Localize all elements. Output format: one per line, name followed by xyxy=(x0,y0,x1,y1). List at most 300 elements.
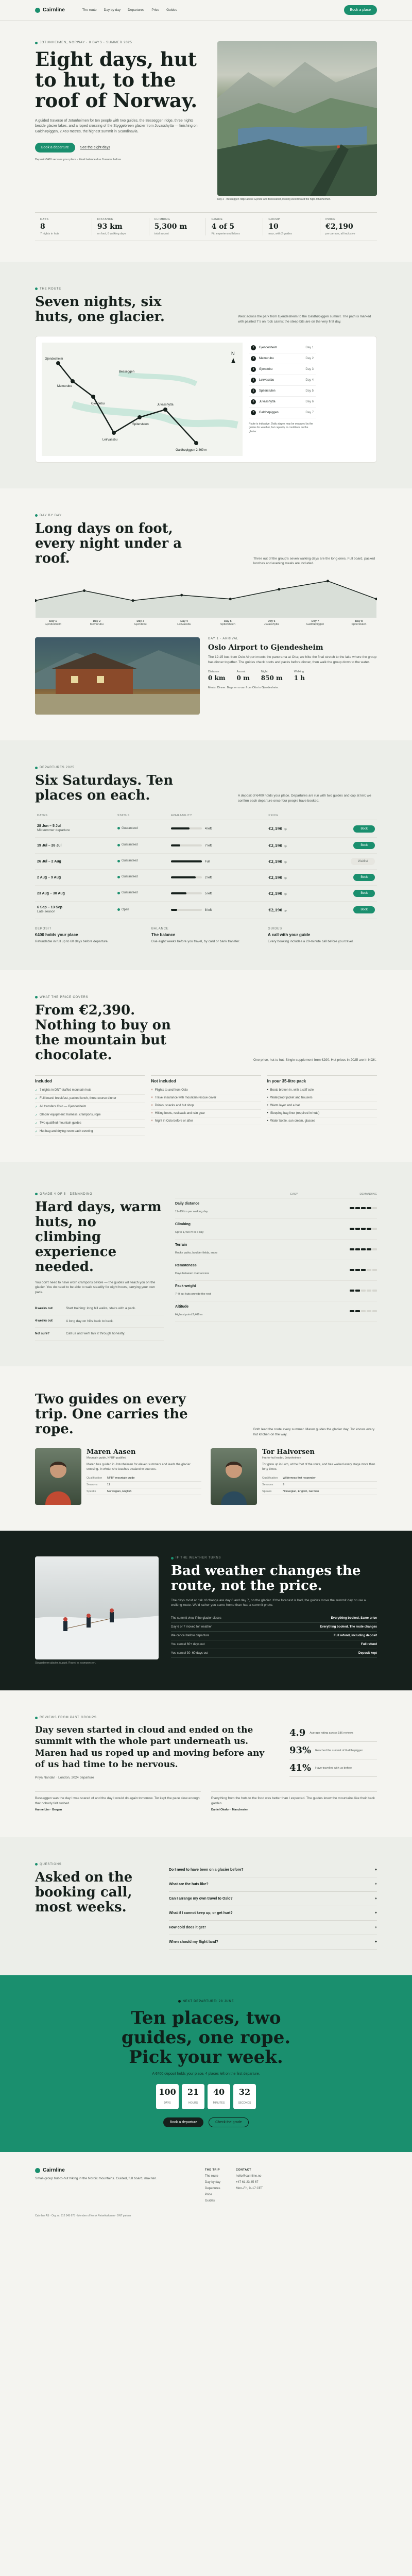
included-list: Included ✓ 7 nights in DNT-staffed mountain huts ✓ Full board: breakfast, packed lunch, three-course dinner ✓ All transfers Oslo — Gjendesheim ✓ Glacier equipment: harness, crampons, rope ✓ Two qualified mountain guides ✓ Hut bag and drying room each evening xyxy=(35,1075,145,1136)
list-item: × Hiking boots, rucksack and rain gear xyxy=(151,1110,261,1117)
grade-section xyxy=(0,1162,412,1366)
cross-icon: × xyxy=(151,1096,153,1099)
meter-segment xyxy=(367,1269,371,1271)
booking-terms: DEPOSIT €400 holds your place Refundable in full up to 60 days before departure. BALANCE The balance Due eight weeks before you travel, by card or bank transfer. GUIDES A call with your guide Every booking includes a 20-minute call before you travel. xyxy=(35,927,354,943)
cta-book-button[interactable]: Book a departure xyxy=(163,2117,203,2127)
places-left: 4 left xyxy=(204,827,212,831)
reviews-section xyxy=(0,1690,412,1837)
day-stat: Walking 1 h xyxy=(294,670,305,682)
elevation-point xyxy=(229,598,232,600)
list-item: ✓ All transfers Oslo — Gjendesheim xyxy=(35,1103,145,1111)
policy-row: You cancel 60+ days out Full refund xyxy=(171,1640,377,1649)
day-stat: Night 850 m xyxy=(261,670,283,682)
review-stat: 4.9 Average rating across 186 reviews xyxy=(289,1724,377,1742)
dates-title: Six Saturdays. Ten places on each. xyxy=(35,773,174,804)
countdown-minutes: 40 MINUTES xyxy=(208,2084,230,2109)
departure-dates: 26 Jul – 2 Aug xyxy=(37,859,61,863)
review-quote: Day seven started in cloud and ended on the summit with the whole part underneath us. Maren had us roped up and moving before any of us had time to be nervous. xyxy=(35,1725,265,1770)
plus-icon: + xyxy=(374,1868,377,1872)
list-item: • Sleeping-bag liner (required in huts) xyxy=(267,1110,377,1117)
list-item: × Night in Oslo before or after xyxy=(151,1117,261,1125)
table-row: 28 Jun – 5 Jul Midsummer departure Guaranteed 4 left €2,190 pp Book xyxy=(35,820,377,838)
meter-segment xyxy=(367,1228,371,1230)
places-left: 5 left xyxy=(204,892,212,895)
status-badge: Guaranteed xyxy=(117,843,138,846)
weather-section xyxy=(0,1531,412,1690)
departure-dates: 6 Sep – 13 Sep xyxy=(37,906,63,910)
departure-price: €2,190 xyxy=(268,843,283,848)
meter-segment xyxy=(355,1269,360,1271)
meter-segment xyxy=(372,1207,377,1209)
meter-segment xyxy=(361,1248,366,1250)
departure-price: €2,190 xyxy=(268,859,283,864)
route-title: Seven nights, six huts, one glacier. xyxy=(35,294,165,325)
cta-section xyxy=(0,1975,412,2152)
bullet-icon: • xyxy=(267,1096,268,1099)
hero-kicker: JOTUNHEIMEN, NORWAY · 8 DAYS · SUMMER 2025 xyxy=(35,41,202,44)
cairn-icon xyxy=(35,2168,40,2173)
guide-photo xyxy=(211,1448,257,1505)
policy-row: Day 6 or 7 moved for weather Everything booked. The route changes xyxy=(171,1623,377,1632)
col-status: STATUS xyxy=(115,811,169,820)
footer-link[interactable]: Day by day xyxy=(205,2181,221,2184)
map-label: Juvasshytta xyxy=(157,403,174,406)
list-item: ✓ 7 nights in DNT-staffed mountain huts xyxy=(35,1087,145,1095)
policy-row: We cancel before departure Full refund, including deposit xyxy=(171,1632,377,1640)
route-map[interactable] xyxy=(42,343,243,456)
status-badge: Guaranteed xyxy=(117,875,138,878)
elevation-tick: Day 5 Spiterstulen xyxy=(220,620,235,626)
days-section xyxy=(0,488,412,740)
difficulty-row: Pack weight 7–9 kg; huts provide the rest xyxy=(175,1281,377,1301)
hero-body: A guided traverse of Jotunheimen for ten people with two guides, the Besseggen ridge, three nights beside glacier lakes, and a roped crossing of the Styggebreen glacier from Juvasshytta — finishing on Galdhøpiggen, 2,469 metres, the highest summit in Scandinavia. xyxy=(35,118,198,133)
cta-grade-button[interactable]: Check the grade xyxy=(209,2117,248,2127)
list-item[interactable]: 4 Leirvassbu Day 4 xyxy=(249,375,316,386)
check-icon: ✓ xyxy=(35,1113,38,1117)
meter-segment xyxy=(355,1310,360,1312)
departure-dates: 28 Jun – 5 Jul xyxy=(37,824,61,828)
list-item[interactable]: 1 Gjendesheim Day 1 xyxy=(249,343,316,353)
hero-caption: Day 2 · Besseggen ridge above Gjende and Bessvatnet, looking west toward the high Jotunheimen. xyxy=(217,198,331,201)
map-label: Memurubu xyxy=(57,384,72,388)
meter-segment xyxy=(361,1269,366,1271)
day-stats xyxy=(208,670,377,682)
grade-title: Hard days, warm huts, no climbing experience needed. xyxy=(35,1199,162,1275)
meter-segment xyxy=(361,1290,366,1292)
elevation-point xyxy=(278,588,280,590)
day-meals: Meals: Dinner. Bags on a van from Otta to Gjendesheim. xyxy=(208,686,279,689)
prep-row: 8 weeks out Start training: long hill walks, stairs with a pack. xyxy=(35,1302,164,1315)
plus-icon: + xyxy=(374,1940,377,1944)
meter-segment xyxy=(361,1207,366,1209)
guide-facts: Qualification NFBF mountain guide Seasons 11 Speaks Norwegian, English xyxy=(87,1475,201,1495)
review-stat: 41% Have travelled with us before xyxy=(289,1759,377,1777)
map-label: Galdhøpiggen 2,469 m xyxy=(176,448,208,452)
reviews-kicker: REVIEWS FROM PAST GROUPS xyxy=(40,1716,97,1720)
elevation-point xyxy=(180,594,183,597)
brand-name: Cairnline xyxy=(43,7,65,13)
countdown-hours: 21 HOURS xyxy=(182,2084,204,2109)
availability-fill xyxy=(171,909,177,911)
glacier-photo xyxy=(35,1556,159,1659)
faq-item[interactable]: Can I arrange my own travel to Oslo? + xyxy=(169,1892,377,1906)
price-title: From €2,390. Nothing to buy on the mountain but chocolate. xyxy=(35,1002,171,1063)
map-label: Gjendebu xyxy=(91,402,105,405)
review-card: Besseggen was the day I was scared of and the day I would do again tomorrow. Tor kept the pace slow enough that nobody felt rushed. Hanne Lier · Bergen xyxy=(35,1791,201,1811)
elevation-tick: Day 2 Memurubu xyxy=(90,620,104,626)
list-item[interactable]: 6 Juvasshytta Day 6 xyxy=(249,397,316,408)
status-dot-icon xyxy=(117,844,120,846)
departures-section xyxy=(0,740,412,970)
policy-row: The summit view if the glacier closes Everything booked. Same price xyxy=(171,1614,377,1623)
nav-link-route[interactable]: The route xyxy=(82,8,97,12)
guide-role: Mountain guide, NFBF qualified xyxy=(87,1456,127,1460)
bullet-icon: • xyxy=(267,1119,268,1123)
cross-icon: × xyxy=(151,1104,153,1107)
weather-caption: Styggebreen glacier, August. Roped in, crampons on. xyxy=(35,1662,96,1665)
difficulty-meter xyxy=(350,1228,377,1230)
guide-bio: Maren has guided in Jotunheimen for eleven summers and leads the glacier crossing. In winter she teaches avalanche courses. xyxy=(87,1463,191,1471)
stat-price: PRICE €2,190 per person, all inclusive xyxy=(325,217,355,235)
status-badge: Open xyxy=(117,908,129,911)
departure-price: €2,190 xyxy=(268,891,283,896)
meter-segment xyxy=(372,1269,377,1271)
stat-days: DAYS 8 7 nights in huts xyxy=(35,218,92,235)
cairn-icon xyxy=(35,8,40,13)
col-price: PRICE xyxy=(266,811,315,820)
footer-tagline: Small-group hut-to-hut hiking in the Nordic mountains. Guided, full board, max ten. xyxy=(35,2177,158,2181)
prep-row: 4 weeks out A long day on hills back to back. xyxy=(35,1315,164,1328)
book-date-button[interactable]: Book xyxy=(353,842,375,849)
departure-price: €2,190 xyxy=(268,907,283,912)
departures-table xyxy=(35,811,377,919)
footer-contact: +47 61 23 45 67 xyxy=(236,2181,259,2184)
col-availability: AVAILABILITY xyxy=(169,811,267,820)
countdown xyxy=(35,2084,377,2109)
elevation-tick: Day 4 Leirvassbu xyxy=(177,620,191,626)
footer-link[interactable]: Departures xyxy=(205,2187,220,2191)
hero-mountain-photo xyxy=(217,41,377,196)
route-section xyxy=(0,262,412,488)
hero-title: Eight days, hut to hut, to the roof of Norway. xyxy=(35,48,198,112)
check-icon: ✓ xyxy=(35,1130,38,1133)
elevation-point xyxy=(327,580,329,582)
meter-segment xyxy=(361,1228,366,1230)
footer-legal: Cairnline AS · Org. nr. 912 345 678 · Member of Norsk Reiselivsforum · DNT partner xyxy=(35,2214,131,2218)
plus-icon: + xyxy=(374,1882,377,1886)
elevation-labels xyxy=(35,620,377,626)
footer-logo[interactable]: Cairnline xyxy=(35,2167,159,2173)
day-detail-kicker: DAY 1 · ARRIVAL xyxy=(208,637,239,641)
days-body: Three out of the group's seven walking days are the long ones. Full board, packed lunches and evening meals are included. xyxy=(253,556,375,566)
difficulty-meter xyxy=(350,1290,377,1292)
nav-link-departures[interactable]: Departures xyxy=(128,8,145,12)
grade-body: You don't need to have worn crampons before — the guides will teach you on the glacier. You do need to be able to walk steadily for eight hours, carrying your own pack. xyxy=(35,1280,156,1294)
book-date-button[interactable]: Book xyxy=(353,874,375,881)
dates-body: A deposit of €400 holds your place. Departures are run with two guides and cap at ten; we confirm each departure once four people have booked. xyxy=(238,793,371,803)
table-row: 26 Jul – 2 Aug Guaranteed Full €2,190 pp Waitlist xyxy=(35,854,377,870)
availability-fill xyxy=(171,860,202,862)
route-map-card xyxy=(35,336,377,463)
availability-bar xyxy=(171,844,202,846)
not-included-list: Not included × Flights to and from Oslo × Travel insurance with mountain rescue cover × Drinks, snacks and hut shop × Hiking boots, rucksack and rain gear × Night in Oslo before or after xyxy=(151,1075,261,1136)
scale-demanding: DEMANDING xyxy=(359,1192,377,1196)
route-kicker: THE ROUTE xyxy=(40,287,61,291)
weather-body: The days most at risk of change are day 6 and day 7, on the glacier. If the forecast is bad, the guides move the summit day or use a walking route. We'd rather you came home than had a summit photo. xyxy=(171,1598,366,1607)
days-title: Long days on foot, every night under a roof. xyxy=(35,520,182,566)
departure-note: Midsummer departure xyxy=(37,828,70,833)
departure-price: €2,190 xyxy=(268,826,283,832)
list-item: • Warm layer and a hat xyxy=(267,1102,377,1110)
see-days-link[interactable]: See the eight days xyxy=(80,146,110,150)
faq-title: Asked on the booking call, most weeks. xyxy=(35,1869,133,1916)
policy-row: You cancel 30–60 days out Deposit kept xyxy=(171,1649,377,1658)
countdown-days: 100 DAYS xyxy=(156,2084,179,2109)
difficulty-row: Altitude Highest point 2,469 m xyxy=(175,1301,377,1322)
cta-kicker: NEXT DEPARTURE: 28 JUNE xyxy=(182,1999,234,2003)
nav-link-days[interactable]: Day by day xyxy=(104,8,121,12)
book-departure-button[interactable]: Book a departure xyxy=(35,143,75,152)
review-card: Everything from the huts to the food was better than I expected. The guides knew the mountains like their back garden. Daniel Okafor · Manchester xyxy=(211,1791,377,1811)
map-label: Spiterstulen xyxy=(132,422,149,426)
nav-link-price[interactable]: Price xyxy=(151,8,160,12)
meter-segment xyxy=(372,1248,377,1250)
meter-segment xyxy=(372,1310,377,1312)
status-dot-icon xyxy=(35,42,38,44)
check-icon: ✓ xyxy=(35,1097,38,1100)
guide-card xyxy=(35,1448,201,1505)
availability-bar xyxy=(171,909,202,911)
book-date-button[interactable]: Book xyxy=(353,890,375,897)
meter-segment xyxy=(372,1290,377,1292)
availability-bar xyxy=(171,827,202,829)
table-row: 6 Sep – 13 Sep Late season Open 8 left €2,190 pp Book xyxy=(35,902,377,919)
status-dot-icon xyxy=(117,860,120,862)
meter-segment xyxy=(350,1207,354,1209)
meter-segment xyxy=(350,1269,354,1271)
check-icon: ✓ xyxy=(35,1105,38,1109)
hut-photo xyxy=(35,637,200,715)
book-date-button[interactable]: Waitlist xyxy=(351,858,375,865)
places-left: 8 left xyxy=(204,908,212,912)
difficulty-row: Terrain Rocky paths, boulder fields, snow xyxy=(175,1240,377,1260)
faq-item[interactable]: Do I need to have been on a glacier before? + xyxy=(169,1863,377,1877)
meter-segment xyxy=(367,1248,371,1250)
price-section xyxy=(0,970,412,1162)
meter-segment xyxy=(355,1248,360,1250)
departure-dates: 19 Jul – 26 Jul xyxy=(37,843,62,848)
scale-easy: EASY xyxy=(290,1192,298,1196)
guide-card xyxy=(211,1448,377,1505)
col-dates: DATES xyxy=(35,811,115,820)
guide-name: Tor Halvorsen xyxy=(262,1448,315,1456)
difficulty-meter xyxy=(350,1269,377,1271)
faq-item[interactable]: How cold does it get? + xyxy=(169,1921,377,1935)
list-item: × Travel insurance with mountain rescue cover xyxy=(151,1094,261,1102)
availability-bar xyxy=(171,892,202,894)
guides-title: Two guides on every trip. One carries the rope. xyxy=(35,1392,188,1437)
meter-segment xyxy=(355,1207,360,1209)
list-item: • Waterproof jacket and trousers xyxy=(267,1094,377,1102)
top-nav xyxy=(0,0,412,21)
check-icon: ✓ xyxy=(35,1122,38,1125)
book-date-button[interactable]: Book xyxy=(353,825,375,833)
plus-icon: + xyxy=(374,1925,377,1929)
elevation-area xyxy=(36,581,376,618)
elevation-tick: Day 8 Spiterstulen xyxy=(351,620,367,626)
elevation-tick: Day 1 Gjendesheim xyxy=(44,620,62,626)
meter-segment xyxy=(367,1290,371,1292)
availability-bar xyxy=(171,876,202,878)
availability-fill xyxy=(171,892,186,894)
status-badge: Guaranteed xyxy=(117,891,138,894)
list-item: ✓ Full board: breakfast, packed lunch, three-course dinner xyxy=(35,1095,145,1103)
cross-icon: × xyxy=(151,1088,153,1092)
stat-climbing: CLIMBING 5,300 m total ascent xyxy=(149,218,207,235)
meter-segment xyxy=(350,1228,354,1230)
difficulty-row: Daily distance 11–19 km per walking day xyxy=(175,1198,377,1219)
list-item: ✓ Two qualified mountain guides xyxy=(35,1120,145,1128)
status-dot-icon xyxy=(117,908,120,911)
bullet-icon: • xyxy=(267,1104,268,1107)
day-detail-title: Oslo Airport to Gjendesheim xyxy=(208,643,323,652)
brand-logo[interactable] xyxy=(35,7,65,13)
meter-segment xyxy=(367,1310,371,1312)
nav-book-button[interactable]: Book a place xyxy=(344,5,377,15)
pack-list: In your 35-litre pack • Boots broken in, with a stiff sole • Waterproof jacket and trousers • Warm layer and a hat • Sleeping-bag liner (required in huts) • Water bottle, sun cream, glasses xyxy=(267,1075,377,1136)
list-item: • Boots broken in, with a stiff sole xyxy=(267,1087,377,1094)
guide-bio: Tor grew up in Lom, at the foot of the route, and has walked every stage more than forty times. xyxy=(262,1463,375,1471)
meter-segment xyxy=(350,1290,354,1292)
departure-price: €2,190 xyxy=(268,875,283,880)
list-item: × Drinks, snacks and hut shop xyxy=(151,1102,261,1110)
departure-dates: 2 Aug – 9 Aug xyxy=(37,875,61,879)
stats-strip xyxy=(35,212,377,241)
availability-fill xyxy=(171,876,196,878)
guides-section xyxy=(0,1366,412,1531)
footer: Cairnline Small-group hut-to-hut hiking in the Nordic mountains. Guided, full board, max ten. THE TRIP The route Day by day Departures Price Guides CONTACT hello@cairnline.no +47 61 23 45 67 Mon–Fri, 9–17 CET xyxy=(0,2152,412,2214)
map-label: Gjendesheim xyxy=(45,357,63,361)
meter-segment xyxy=(367,1207,371,1209)
meter-segment xyxy=(372,1228,377,1230)
list-item: × Flights to and from Oslo xyxy=(151,1087,261,1094)
map-note: Route is indicative. Daily stages may be swapped by the guides for weather, hut capacity or conditions on the glacier. xyxy=(249,422,313,433)
meter-segment xyxy=(361,1310,366,1312)
dates-kicker: DEPARTURES 2025 xyxy=(40,766,75,770)
cta-body: A €400 deposit holds your place. 4 places left on the first departure. xyxy=(152,2072,260,2076)
footer-link[interactable]: Guides xyxy=(205,2199,215,2203)
availability-fill xyxy=(171,827,190,829)
stat-distance: DISTANCE 93 km on foot, 6 walking days xyxy=(92,218,149,235)
places-left: 2 left xyxy=(204,876,212,879)
footer-contact: hello@cairnline.no xyxy=(236,2175,262,2178)
list-item[interactable]: 3 Gjendebu Day 3 xyxy=(249,364,316,375)
meter-segment xyxy=(355,1290,360,1292)
guide-facts: Qualification Wilderness first responder Seasons 9 Speaks Norwegian, English, German xyxy=(262,1475,377,1495)
list-item[interactable]: 2 Memurubu Day 2 xyxy=(249,353,316,364)
guide-role: Hut-to-hut leader, Jotunheimen xyxy=(262,1456,301,1460)
places-left: Full xyxy=(204,860,210,863)
cross-icon: × xyxy=(151,1111,153,1115)
price-body: One price, hut to hut. Single supplement from €290. Hut prices in 2025 are in NOK. xyxy=(253,1058,376,1062)
bullet-icon: • xyxy=(267,1088,268,1092)
availability-bar xyxy=(171,860,202,862)
countdown-seconds: 32 SECONDS xyxy=(233,2084,256,2109)
footer-link[interactable]: Price xyxy=(205,2193,212,2197)
plus-icon: + xyxy=(374,1896,377,1901)
difficulty-meter xyxy=(350,1310,377,1312)
status-badge: Guaranteed xyxy=(117,827,138,830)
list-item: ✓ Hut bag and drying room each evening xyxy=(35,1128,145,1136)
faq-section xyxy=(0,1837,412,1975)
book-date-button[interactable]: Book xyxy=(353,906,375,913)
meter-segment xyxy=(350,1248,354,1250)
departure-dates: 23 Aug – 30 Aug xyxy=(37,891,65,895)
bullet-icon: • xyxy=(267,1111,268,1115)
difficulty-meter xyxy=(350,1207,377,1209)
plus-icon: + xyxy=(374,1911,377,1915)
status-dot-icon xyxy=(117,876,120,878)
price-kicker: WHAT THE PRICE COVERS xyxy=(40,995,89,999)
prep-row: Not sure? Call us and we'll talk it through honestly. xyxy=(35,1328,164,1341)
day-stat: Distance 0 km xyxy=(208,670,226,682)
meter-segment xyxy=(350,1310,354,1312)
day-detail-body: The 12:15 bus from Oslo Airport meets the panorama at Otta; we hike the final stretch to the lake where the group has dinner together. The guides check boots and packs before dinner, then walk the group down to the water. xyxy=(208,655,376,664)
north-arrow-icon: N xyxy=(231,350,235,356)
check-icon: ✓ xyxy=(35,1089,38,1092)
list-item[interactable]: 5 Spiterstulen Day 5 xyxy=(249,386,316,397)
guides-body: Both lead the route every summer. Maren guides the glacier day; Tor knows every hut kitchen on the way. xyxy=(253,1427,375,1436)
hero xyxy=(0,21,412,202)
nav-link-guides[interactable]: Guides xyxy=(166,8,177,12)
meter-segment xyxy=(355,1228,360,1230)
elevation-tick: Day 6 Juvasshytta xyxy=(264,620,279,626)
review-stat: 93% Reached the summit of Galdhøpiggen xyxy=(289,1742,377,1759)
elevation-tick: Day 3 Gjendebu xyxy=(134,620,147,626)
map-label: Leirvassbu xyxy=(102,438,118,442)
route-body: West across the park from Gjendesheim to the Galdhøpiggen summit. The path is marked with painted T's on rock cairns; the steep bits are on the very first day. xyxy=(238,315,371,324)
list-item[interactable]: 7 Galdhøpiggen Day 7 xyxy=(249,408,316,418)
availability-fill xyxy=(171,844,180,846)
weather-kicker: IF THE WEATHER TURNS xyxy=(176,1556,221,1560)
faq-kicker: QUESTIONS xyxy=(40,1862,62,1866)
status-dot-icon xyxy=(117,892,120,894)
stop-list xyxy=(249,343,316,456)
difficulty-row: Climbing Up to 1,400 m in a day xyxy=(175,1219,377,1240)
footer-link[interactable]: The route xyxy=(205,2175,218,2178)
review-author: Priya Nandan · London, 2024 departure xyxy=(35,1775,94,1780)
difficulty-row: Remoteness Days between road access xyxy=(175,1260,377,1281)
faq-item[interactable]: What are the huts like? + xyxy=(169,1877,377,1892)
cross-icon: × xyxy=(151,1119,153,1123)
footer-contact: Mon–Fri, 9–17 CET xyxy=(236,2187,263,2191)
elevation-point xyxy=(83,589,85,592)
list-item: ✓ Glacier equipment: harness, crampons, rope xyxy=(35,1111,145,1120)
table-row: 19 Jul – 26 Jul Guaranteed 7 left €2,190 pp Book xyxy=(35,838,377,854)
stat-group: GROUP 10 max, with 2 guides xyxy=(263,218,320,235)
difficulty-meter xyxy=(350,1248,377,1250)
grade-kicker: GRADE 4 OF 5 · DEMANDING xyxy=(40,1192,93,1196)
faq-item[interactable]: What if I cannot keep up, or get hurt? + xyxy=(169,1906,377,1921)
table-row: 2 Aug – 9 Aug Guaranteed 2 left €2,190 pp Book xyxy=(35,870,377,886)
guide-photo xyxy=(35,1448,81,1505)
faq-item[interactable]: When should my flight land? + xyxy=(169,1935,377,1950)
elevation-chart xyxy=(35,577,377,618)
status-dot-icon xyxy=(117,827,120,829)
places-left: 7 left xyxy=(204,844,212,848)
status-badge: Guaranteed xyxy=(117,859,138,862)
table-row: 23 Aug – 30 Aug Guaranteed 5 left €2,190 pp Book xyxy=(35,886,377,902)
